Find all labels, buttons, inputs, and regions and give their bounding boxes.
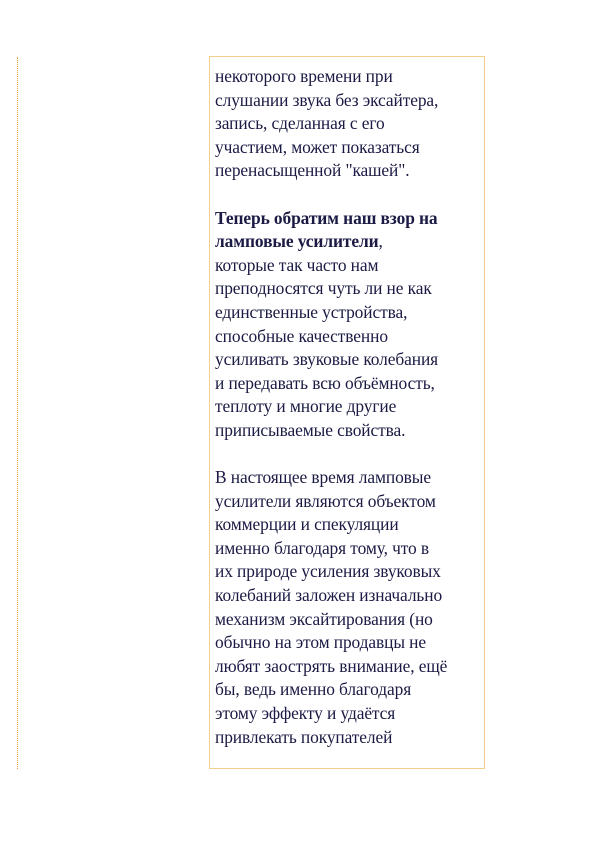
paragraph-3: В настоящее время ламповые усилители являются объектом коммерции и спекуляции именно благодаря тому, что в их природе усиления звуковых колебаний заложен изначально механизм эксайтирования (но обычно на этом продавцы не любят заострять внимание, ещё бы, ведь именно благодаря этому эффекту и удаётся привлекать покупателей	[215, 467, 448, 747]
left-margin-rule	[17, 57, 18, 769]
paragraph-1: некоторого времени при слушании звука без эксайтера, запись, сделанная с его участием, может показаться перенасыщенной "кашей".	[215, 66, 439, 181]
paragraph-2-bold-lead: Теперь обратим наш взор на ламповые усилители	[215, 207, 438, 252]
paragraph-2-rest: , которые так часто нам преподносятся чуть ли не как единственные устройства, способные качественно усиливать звуковые колебания и передавать всю объёмность, теплоту и многие другие приписываемые свойства.	[215, 231, 439, 440]
paragraph-2	[215, 207, 480, 443]
text-frame	[209, 56, 485, 769]
